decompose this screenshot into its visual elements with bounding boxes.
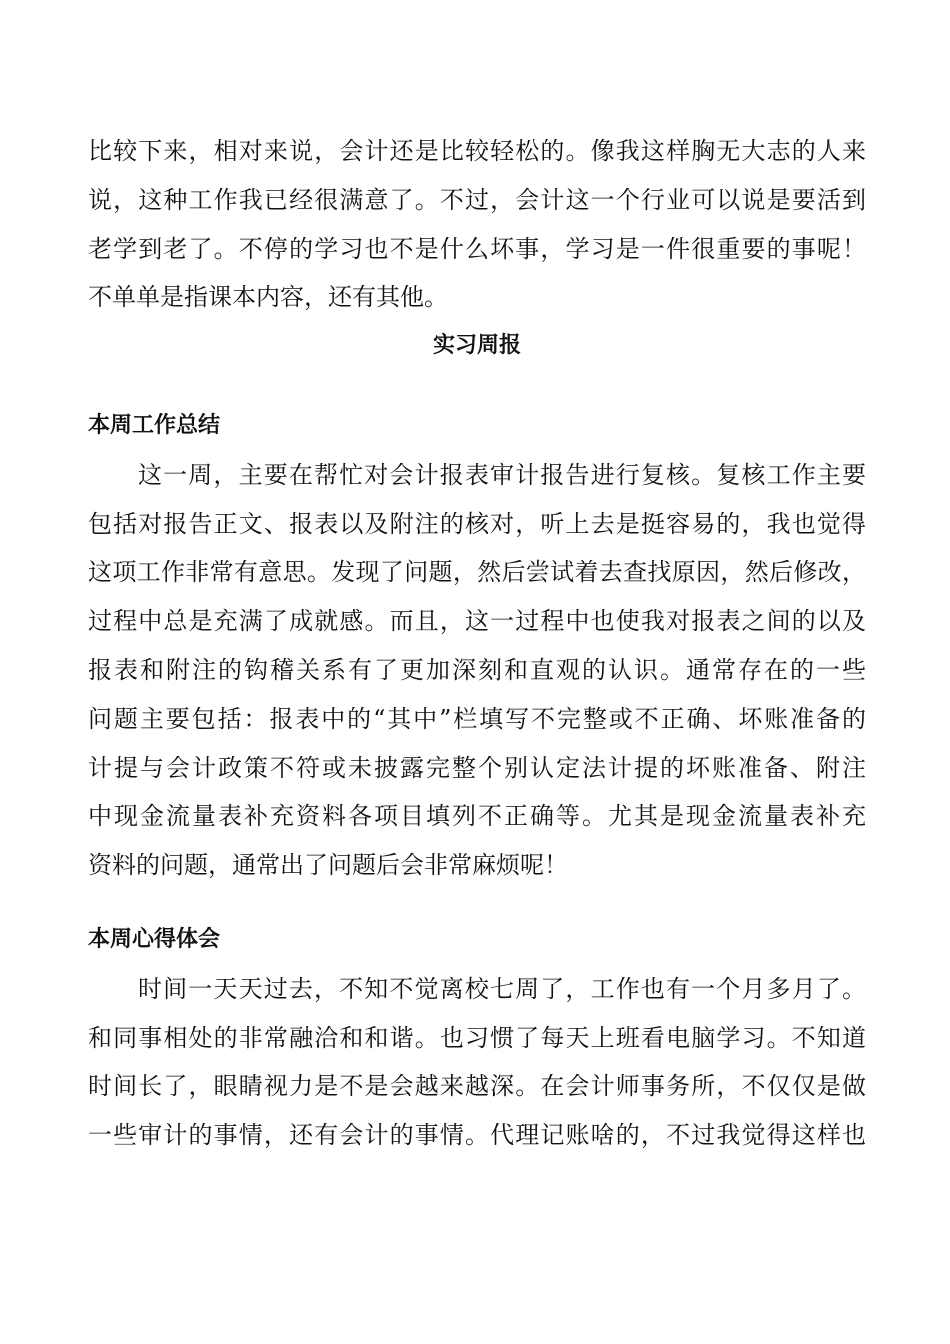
text-line: 比较下来，相对来说，会计还是比较轻松的。像我这样胸无大志的人来 (88, 137, 866, 165)
document-title: 实习周报 (432, 333, 521, 359)
reflection-heading: 本周心得体会 (88, 926, 221, 952)
text-line: 说，这种工作我已经很满意了。不过，会计这一个行业可以说是要活到 (88, 185, 866, 214)
intro-paragraph (88, 127, 866, 322)
text-line: 时间一天天过去，不知不觉离校七周了，工作也有一个月多月了。 (138, 974, 866, 1003)
text-line: 包括对报告正文、报表以及附注的核对，听上去是挺容易的，我也觉得 (88, 509, 866, 538)
text-line: 和同事相处的非常融洽和和谐。也习惯了每天上班看电脑学习。不知道 (88, 1023, 866, 1052)
text-line: 中现金流量表补充资料各项目填列不正确等。尤其是现金流量表补充 (88, 802, 866, 831)
text-line: 一些审计的事情，还有会计的事情。代理记账啥的，不过我觉得这样也 (88, 1121, 866, 1150)
document-page (88, 127, 866, 1160)
text-line: 时间长了，眼睛视力是不是会越来越深。在会计师事务所，不仅仅是做 (88, 1072, 866, 1101)
text-line: 资料的问题，通常出了问题后会非常麻烦呢！ (88, 851, 568, 880)
reflection-paragraph (88, 965, 866, 1160)
text-line: 问题主要包括：报表中的“其中”栏填写不完整或不正确、坏账准备的 (88, 704, 866, 733)
work-summary-paragraph (88, 451, 866, 890)
text-line: 报表和附注的钩稽关系有了更加深刻和直观的认识。通常存在的一些 (88, 655, 866, 684)
text-line: 过程中总是充满了成就感。而且，这一过程中也使我对报表之间的以及 (88, 607, 866, 636)
text-line: 这一周，主要在帮忙对会计报表审计报告进行复核。复核工作主要 (138, 460, 866, 489)
text-line: 不单单是指课本内容，还有其他。 (88, 283, 448, 312)
work-summary-heading: 本周工作总结 (88, 412, 221, 438)
text-line: 这项工作非常有意思。发现了问题，然后尝试着去查找原因，然后修改， (88, 558, 866, 587)
text-line: 计提与会计政策不符或未披露完整个别认定法计提的坏账准备、附注 (88, 753, 866, 782)
text-line: 老学到老了。不停的学习也不是什么坏事，学习是一件很重要的事呢！ (88, 234, 866, 263)
